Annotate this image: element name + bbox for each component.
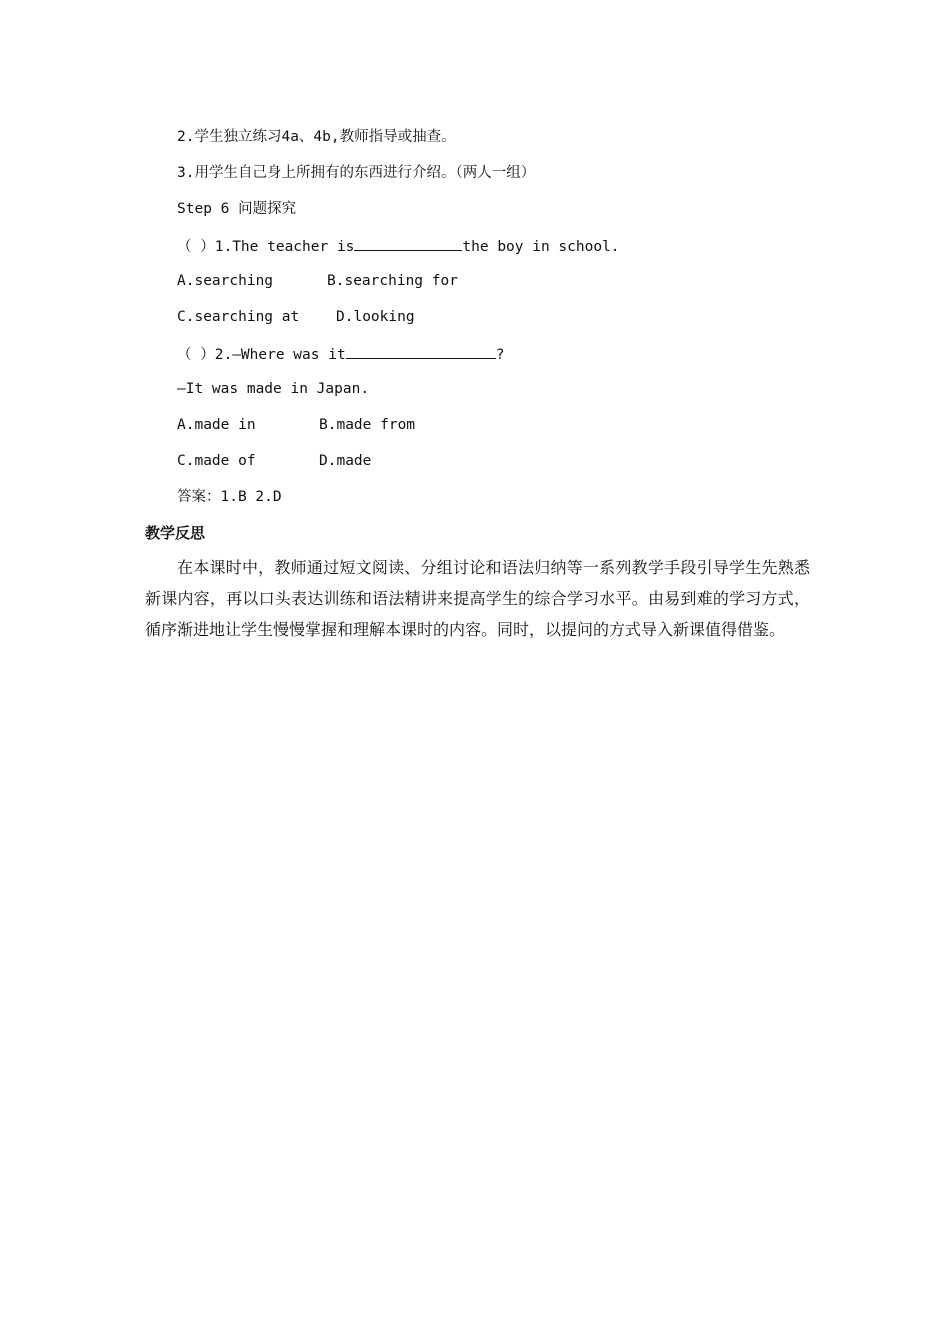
answer-key: 答案：1.B 2.D (177, 489, 282, 505)
question-1-option-c: C.searching at (177, 309, 300, 325)
question-2-option-b: B.made from (319, 417, 416, 433)
question-2-suffix: ? (495, 347, 505, 363)
question-2-prefix: （ ）2.—Where was it (177, 347, 346, 363)
question-2-options-row-1 (177, 415, 415, 435)
question-1-suffix: the boy in school. (462, 239, 620, 255)
question-2-option-d: D.made (319, 453, 372, 469)
question-2-answer-line: —It was made in Japan. (177, 381, 370, 397)
question-1-prefix: （ ）1.The teacher is (177, 239, 355, 255)
question-1-blank (354, 235, 462, 251)
question-1-options-row-1 (177, 271, 458, 291)
reflection-heading: 教学反思 (145, 524, 206, 542)
question-2-option-c: C.made of (177, 453, 256, 469)
question-1 (177, 235, 620, 257)
step-heading: Step 6 问题探究 (177, 201, 297, 217)
question-1-option-d: D.looking (336, 309, 415, 325)
reflection-paragraph: 在本课时中，教师通过短文阅读、分组讨论和语法归纳等一系列教学手段引导学生先熟悉新课内容，再以口头表达训练和语法精讲来提高学生的综合学习水平。由易到难的学习方式，循序渐进地让学生慢慢掌握和理解本课时的内容。同时，以提问的方式导入新课值得借鉴。 (145, 558, 810, 639)
question-1-options-row-2 (177, 307, 415, 327)
question-2 (177, 343, 504, 365)
question-1-option-a: A.searching (177, 273, 274, 289)
question-1-option-b: B.searching for (327, 273, 458, 289)
question-2-option-a: A.made in (177, 417, 256, 433)
question-2-options-row-2 (177, 451, 371, 471)
intro-instruction-line: 3.用学生自己身上所拥有的东西进行介绍。（两人一组） (177, 165, 536, 181)
question-2-blank (346, 343, 496, 359)
practice-instruction-line: 2.学生独立练习4a、4b,教师指导或抽查。 (177, 129, 456, 145)
